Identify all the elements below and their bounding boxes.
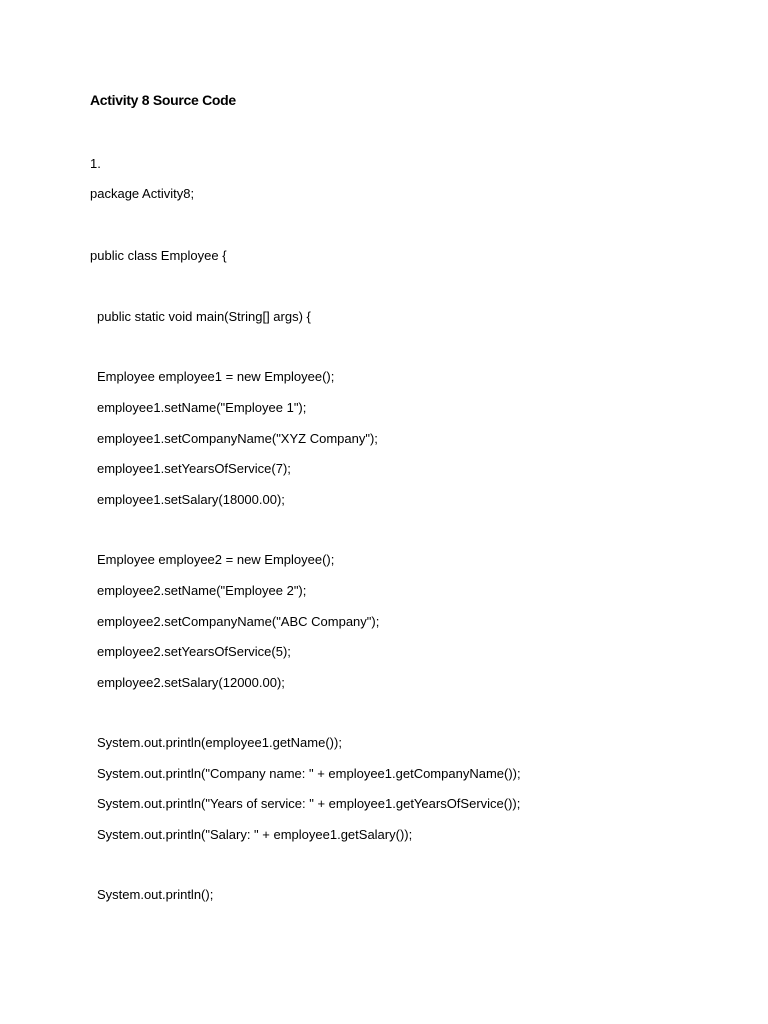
code-line: System.out.println("Years of service: " + employee1.getYearsOfService()); bbox=[97, 796, 521, 811]
code-line: public class Employee { bbox=[90, 248, 227, 263]
code-line: employee1.setCompanyName("XYZ Company"); bbox=[97, 431, 378, 446]
code-line: System.out.println(); bbox=[97, 887, 214, 902]
document-title: Activity 8 Source Code bbox=[90, 92, 236, 108]
code-line: public static void main(String[] args) { bbox=[97, 309, 311, 324]
code-line: employee2.setName("Employee 2"); bbox=[97, 583, 307, 598]
code-line: 1. bbox=[90, 156, 101, 171]
code-line: employee2.setSalary(12000.00); bbox=[97, 675, 285, 690]
code-line: employee2.setYearsOfService(5); bbox=[97, 644, 291, 659]
code-line: employee1.setYearsOfService(7); bbox=[97, 461, 291, 476]
code-line: employee1.setSalary(18000.00); bbox=[97, 492, 285, 507]
code-line: System.out.println("Salary: " + employee1.getSalary()); bbox=[97, 827, 413, 842]
code-line: package Activity8; bbox=[90, 186, 195, 201]
code-line: employee2.setCompanyName("ABC Company"); bbox=[97, 614, 380, 629]
code-line: System.out.println(employee1.getName()); bbox=[97, 735, 342, 750]
code-line: Employee employee1 = new Employee(); bbox=[97, 369, 335, 384]
code-line: System.out.println("Company name: " + employee1.getCompanyName()); bbox=[97, 766, 521, 781]
code-line: employee1.setName("Employee 1"); bbox=[97, 400, 307, 415]
code-line: Employee employee2 = new Employee(); bbox=[97, 552, 335, 567]
